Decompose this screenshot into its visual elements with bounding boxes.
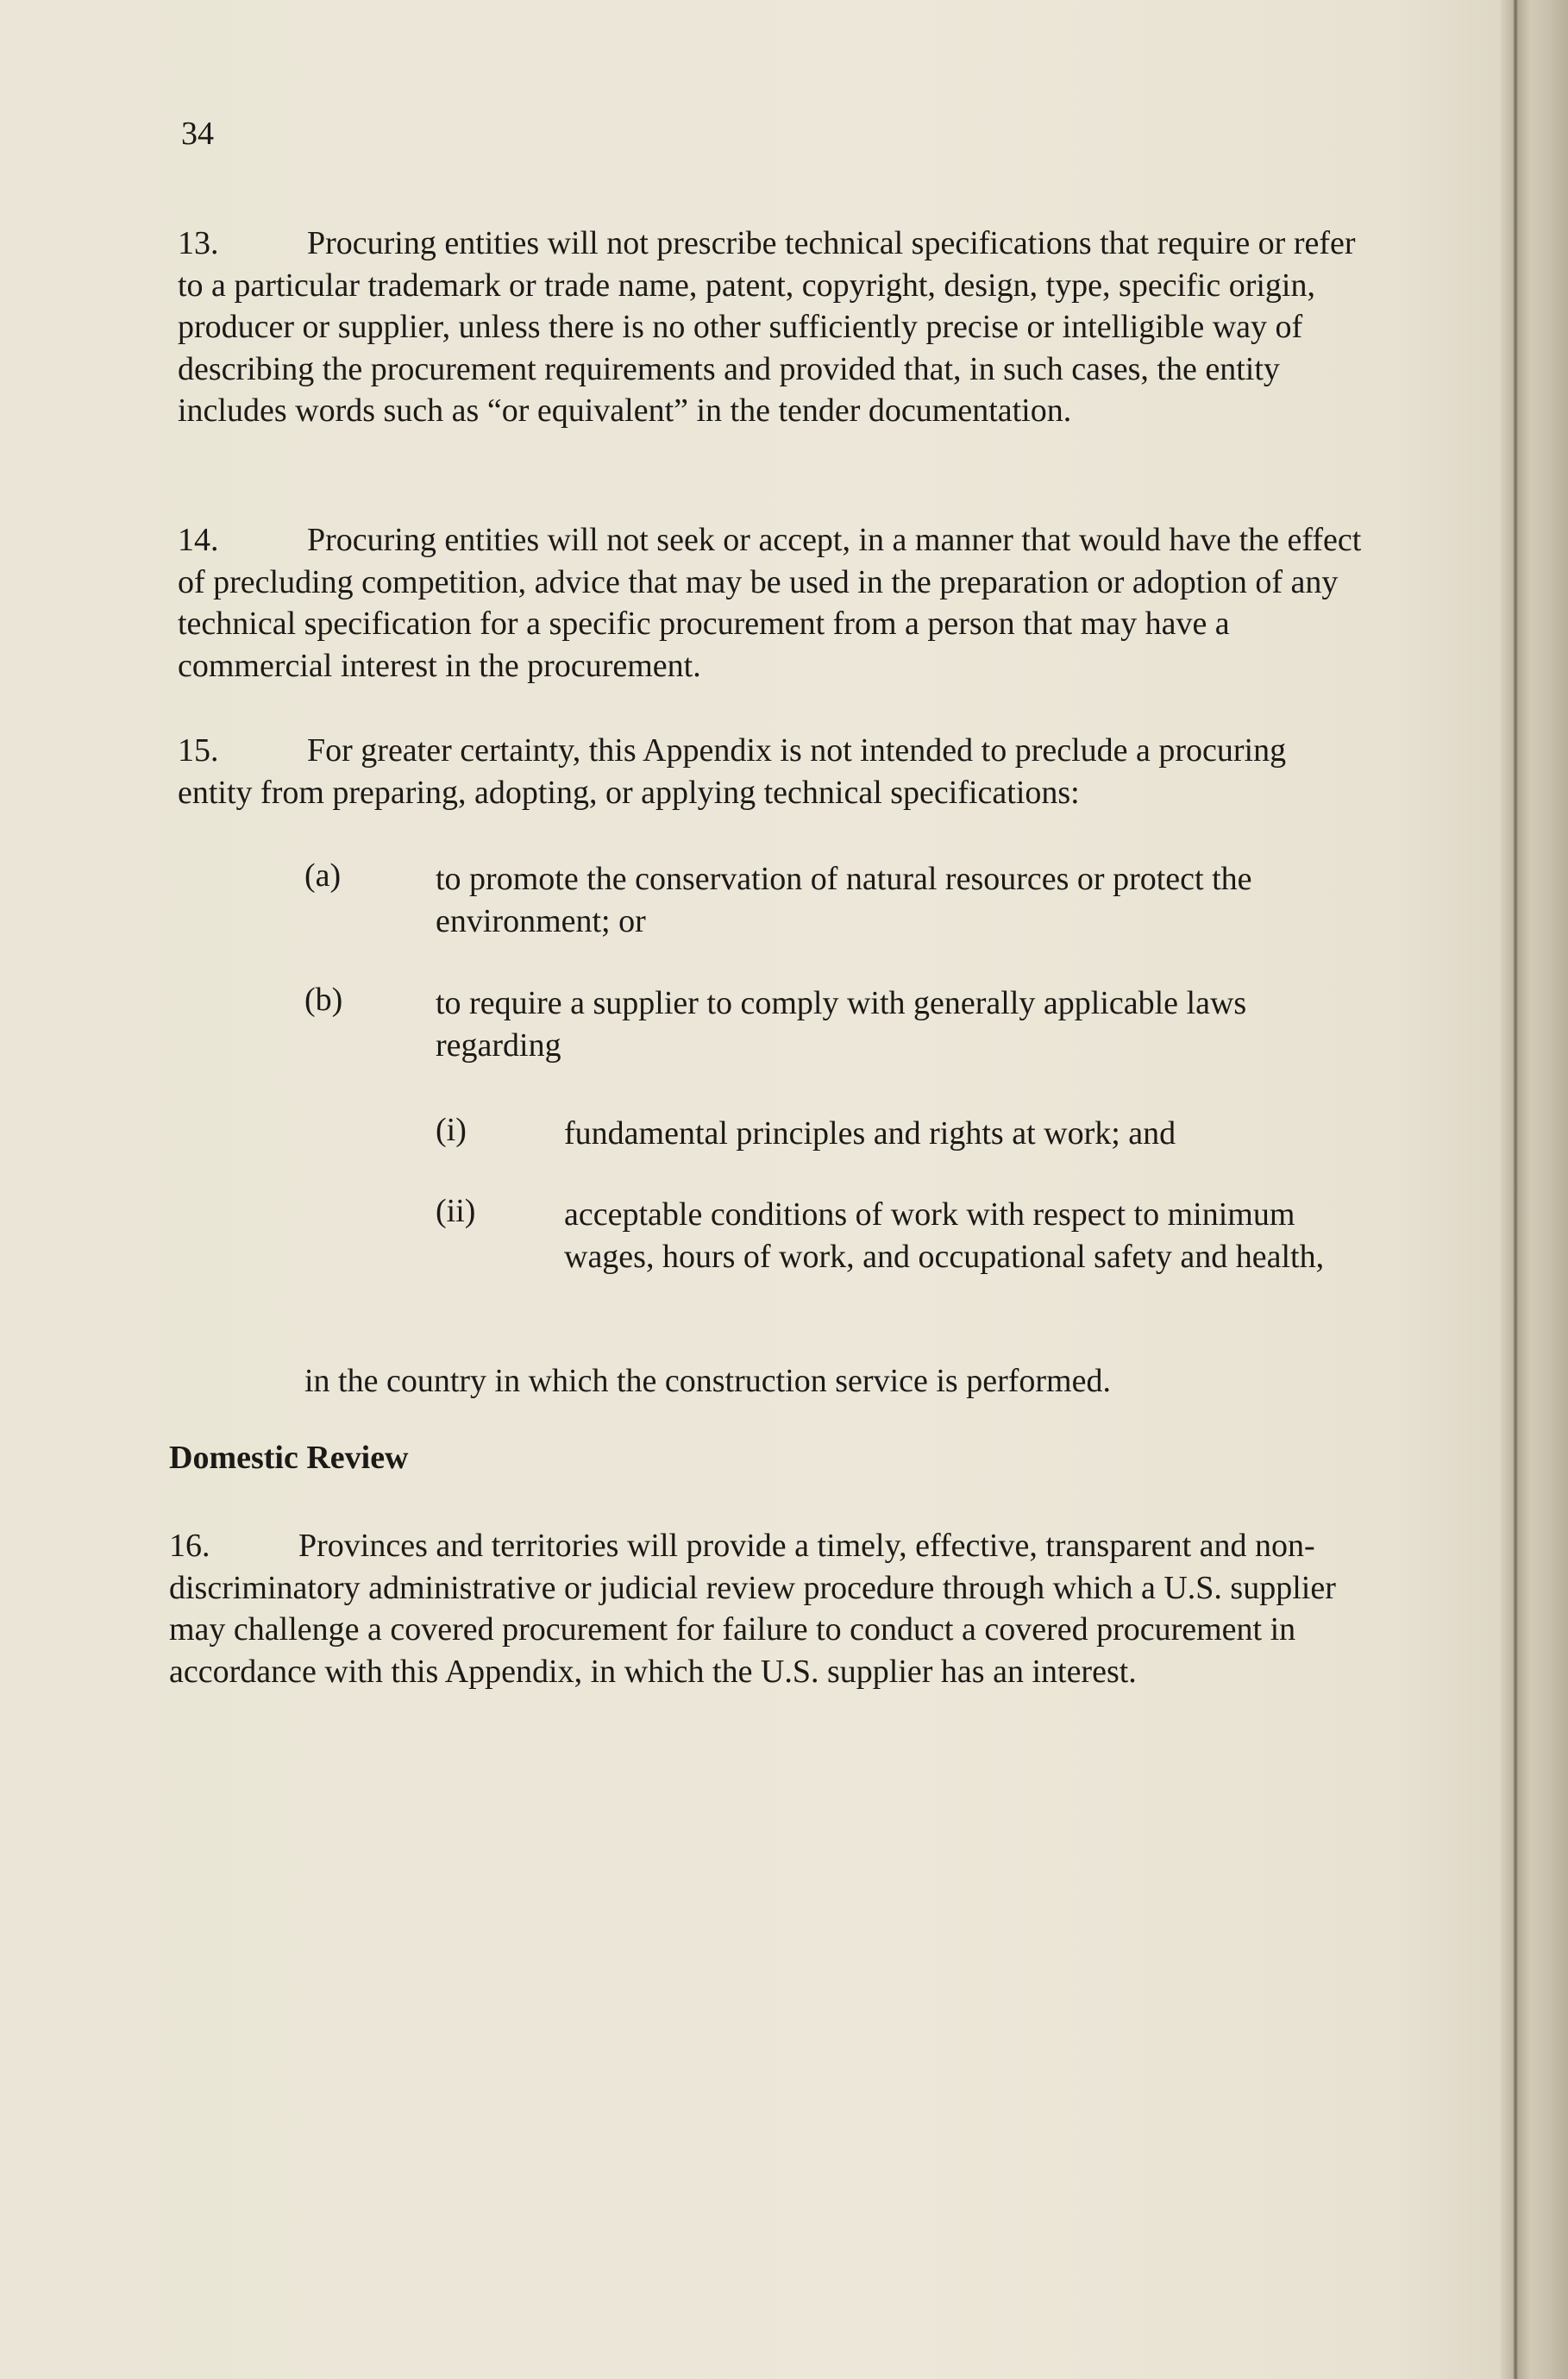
- paragraph-number: 13.: [178, 225, 219, 261]
- paragraph-15: [178, 730, 1368, 813]
- section-heading: Domestic Review: [169, 1440, 409, 1476]
- paragraph-text: For greater certainty, this Appendix is not intended to preclude a procuring entity from preparing, adopting, or applying technical specifications:: [178, 732, 1287, 811]
- list-item-text-b: to require a supplier to comply with generally applicable laws regarding: [436, 985, 1247, 1064]
- sub-item-text-ii: acceptable conditions of work with respect to minimum wages, hours of work, and occupational safety and health,: [564, 1196, 1325, 1275]
- page-binding-edge: [1501, 0, 1568, 2379]
- list-item-text-a: to promote the conservation of natural resources or protect the environment; or: [436, 861, 1252, 939]
- sub-item-label-ii: (ii): [436, 1193, 476, 1229]
- paragraph-number: 15.: [178, 732, 219, 769]
- list-item-label-b: (b): [304, 982, 343, 1018]
- page-number: 34: [181, 116, 214, 152]
- sub-item-label-i: (i): [436, 1112, 467, 1148]
- paragraph-text: Provinces and territories will provide a timely, effective, transparent and non-discriminatory administrative or judicial review procedure through which a U.S. supplier may challenge a covered procurement for failure to conduct a covered procurement in accordance with this Appendix, in which the U.S. supplier has an interest.: [169, 1528, 1336, 1690]
- paragraph-15-closing: in the country in which the construction service is performed.: [304, 1363, 1111, 1399]
- paragraph-13: [178, 223, 1368, 432]
- paragraph-text: Procuring entities will not prescribe technical specifications that require or refer to a particular trademark or trade name, patent, copyright, design, type, specific origin, producer or supplier, unless there is no other sufficiently precise or intelligible way of describing the procurement requirements and provided that, in such cases, the entity includes words such as “or equivalent” in the tender documentation.: [178, 225, 1356, 429]
- paragraph-number: 16.: [169, 1528, 210, 1564]
- list-item-label-a: (a): [304, 857, 342, 894]
- paragraph-16: [169, 1525, 1368, 1692]
- sub-item-text-i: fundamental principles and rights at work; and: [564, 1115, 1176, 1152]
- paragraph-number: 14.: [178, 522, 219, 558]
- paragraph-14: [178, 519, 1368, 687]
- paragraph-text: Procuring entities will not seek or accept, in a manner that would have the effect of precluding competition, advice that may be used in the preparation or adoption of any technical specification for a specific procurement from a person that may have a commercial interest in the procurement.: [178, 522, 1362, 684]
